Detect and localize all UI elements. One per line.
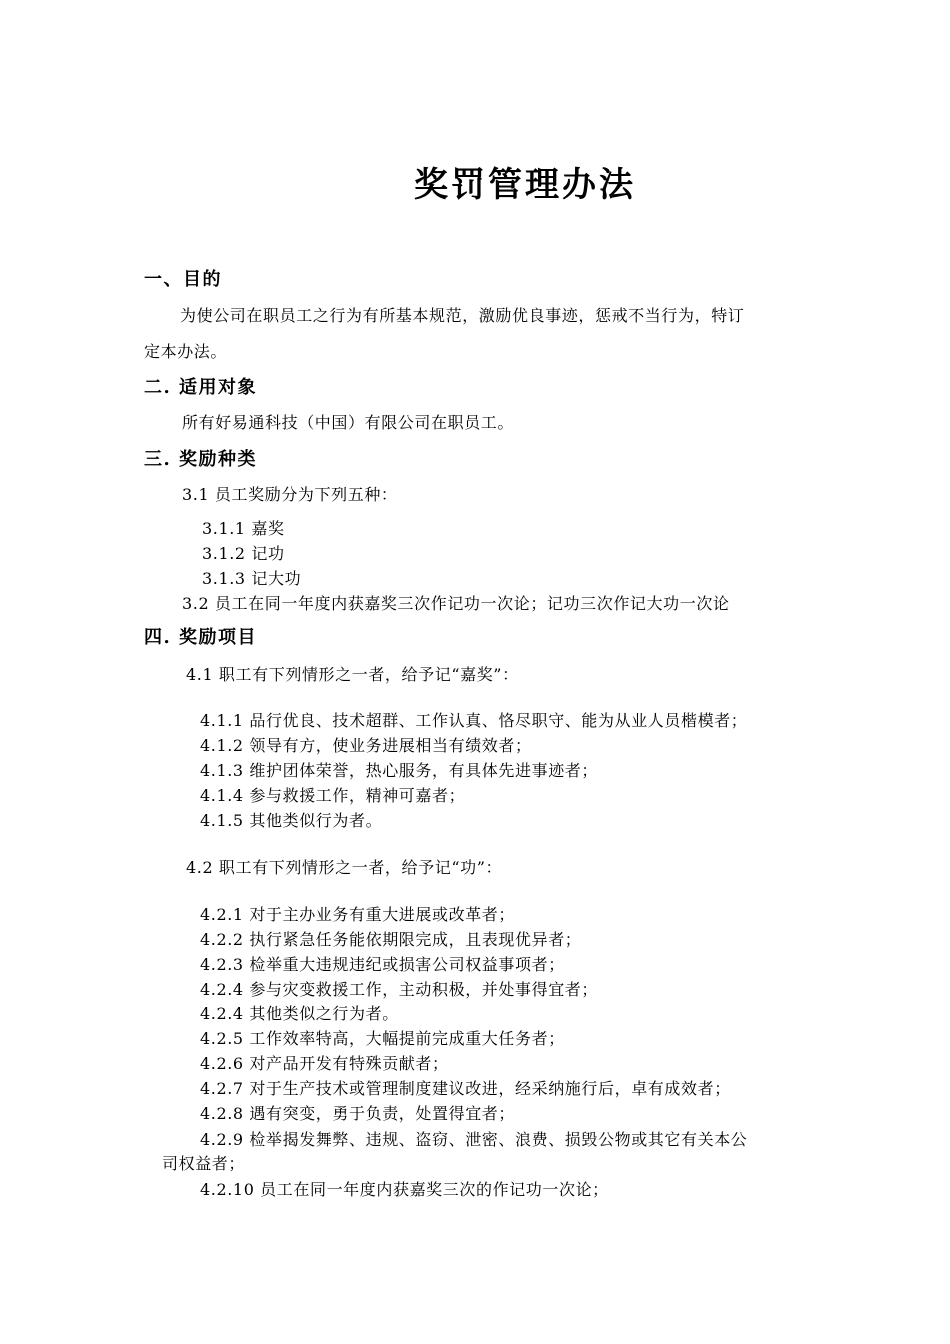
paragraph-line: 所有好易通科技（中国）有限公司在职员工。 <box>182 413 515 432</box>
document-title: 奖罚管理办法 <box>414 165 636 205</box>
list-item: 3.1.2 记功 <box>202 544 285 563</box>
list-item: 4.2.1 对于主办业务有重大进展或改革者； <box>200 905 515 924</box>
list-item: 3.1 员工奖励分为下列五种： <box>182 485 398 504</box>
list-item: 4.2.6 对产品开发有特殊贡献者； <box>200 1054 449 1073</box>
list-item: 4.1.1 品行优良、技术超群、工作认真、恪尽职守、能为从业人员楷模者； <box>200 711 748 730</box>
list-item: 4.1.4 参与救援工作，精神可嘉者； <box>200 786 466 805</box>
paragraph-line: 定本办法。 <box>144 342 228 361</box>
list-item: 4.2.4 其他类似之行为者。 <box>200 1004 399 1023</box>
list-item: 4.2.8 遇有突变，勇于负责，处置得宜者； <box>200 1104 515 1123</box>
list-item-continuation: 司权益者； <box>162 1154 246 1173</box>
list-item: 4.1.3 维护团体荣誉，热心服务，有具体先进事迹者； <box>200 761 598 780</box>
list-item: 4.1 职工有下列情形之一者，给予记“嘉奖”： <box>186 665 519 684</box>
list-item: 3.2 员工在同一年度内获嘉奖三次作记功一次论；记功三次作记大功一次论 <box>182 594 730 613</box>
section-heading-purpose: 一、目的 <box>144 269 222 290</box>
list-item: 4.2.5 工作效率特高，大幅提前完成重大任务者； <box>200 1029 565 1048</box>
list-item: 4.2.9 检举揭发舞弊、违规、盗窃、泄密、浪费、损毁公物或其它有关本公 <box>200 1130 748 1149</box>
list-item: 4.1.5 其他类似行为者。 <box>200 811 383 830</box>
paragraph-line: 为使公司在职员工之行为有所基本规范，激励优良事迹，惩戒不当行为，特订 <box>180 306 745 325</box>
list-item: 4.2.4 参与灾变救援工作，主动积极，并处事得宜者； <box>200 980 598 999</box>
section-heading-reward-items: 四. 奖励项目 <box>144 627 258 648</box>
list-item: 3.1.1 嘉奖 <box>202 519 285 538</box>
section-heading-scope: 二. 适用对象 <box>144 377 258 398</box>
list-item: 3.1.3 记大功 <box>202 569 302 588</box>
list-item: 4.2.2 执行紧急任务能依期限完成，且表现优异者； <box>200 930 582 949</box>
list-item: 4.2.3 检举重大违规违纪或损害公司权益事项者； <box>200 955 565 974</box>
section-heading-reward-types: 三. 奖励种类 <box>144 449 258 470</box>
list-item: 4.2 职工有下列情形之一者，给予记“功”： <box>186 858 503 877</box>
list-item: 4.2.7 对于生产技术或管理制度建议改进，经采纳施行后，卓有成效者； <box>200 1079 731 1098</box>
list-item: 4.1.2 领导有方，使业务进展相当有绩效者； <box>200 736 532 755</box>
list-item: 4.2.10 员工在同一年度内获嘉奖三次的作记功一次论； <box>200 1180 609 1199</box>
